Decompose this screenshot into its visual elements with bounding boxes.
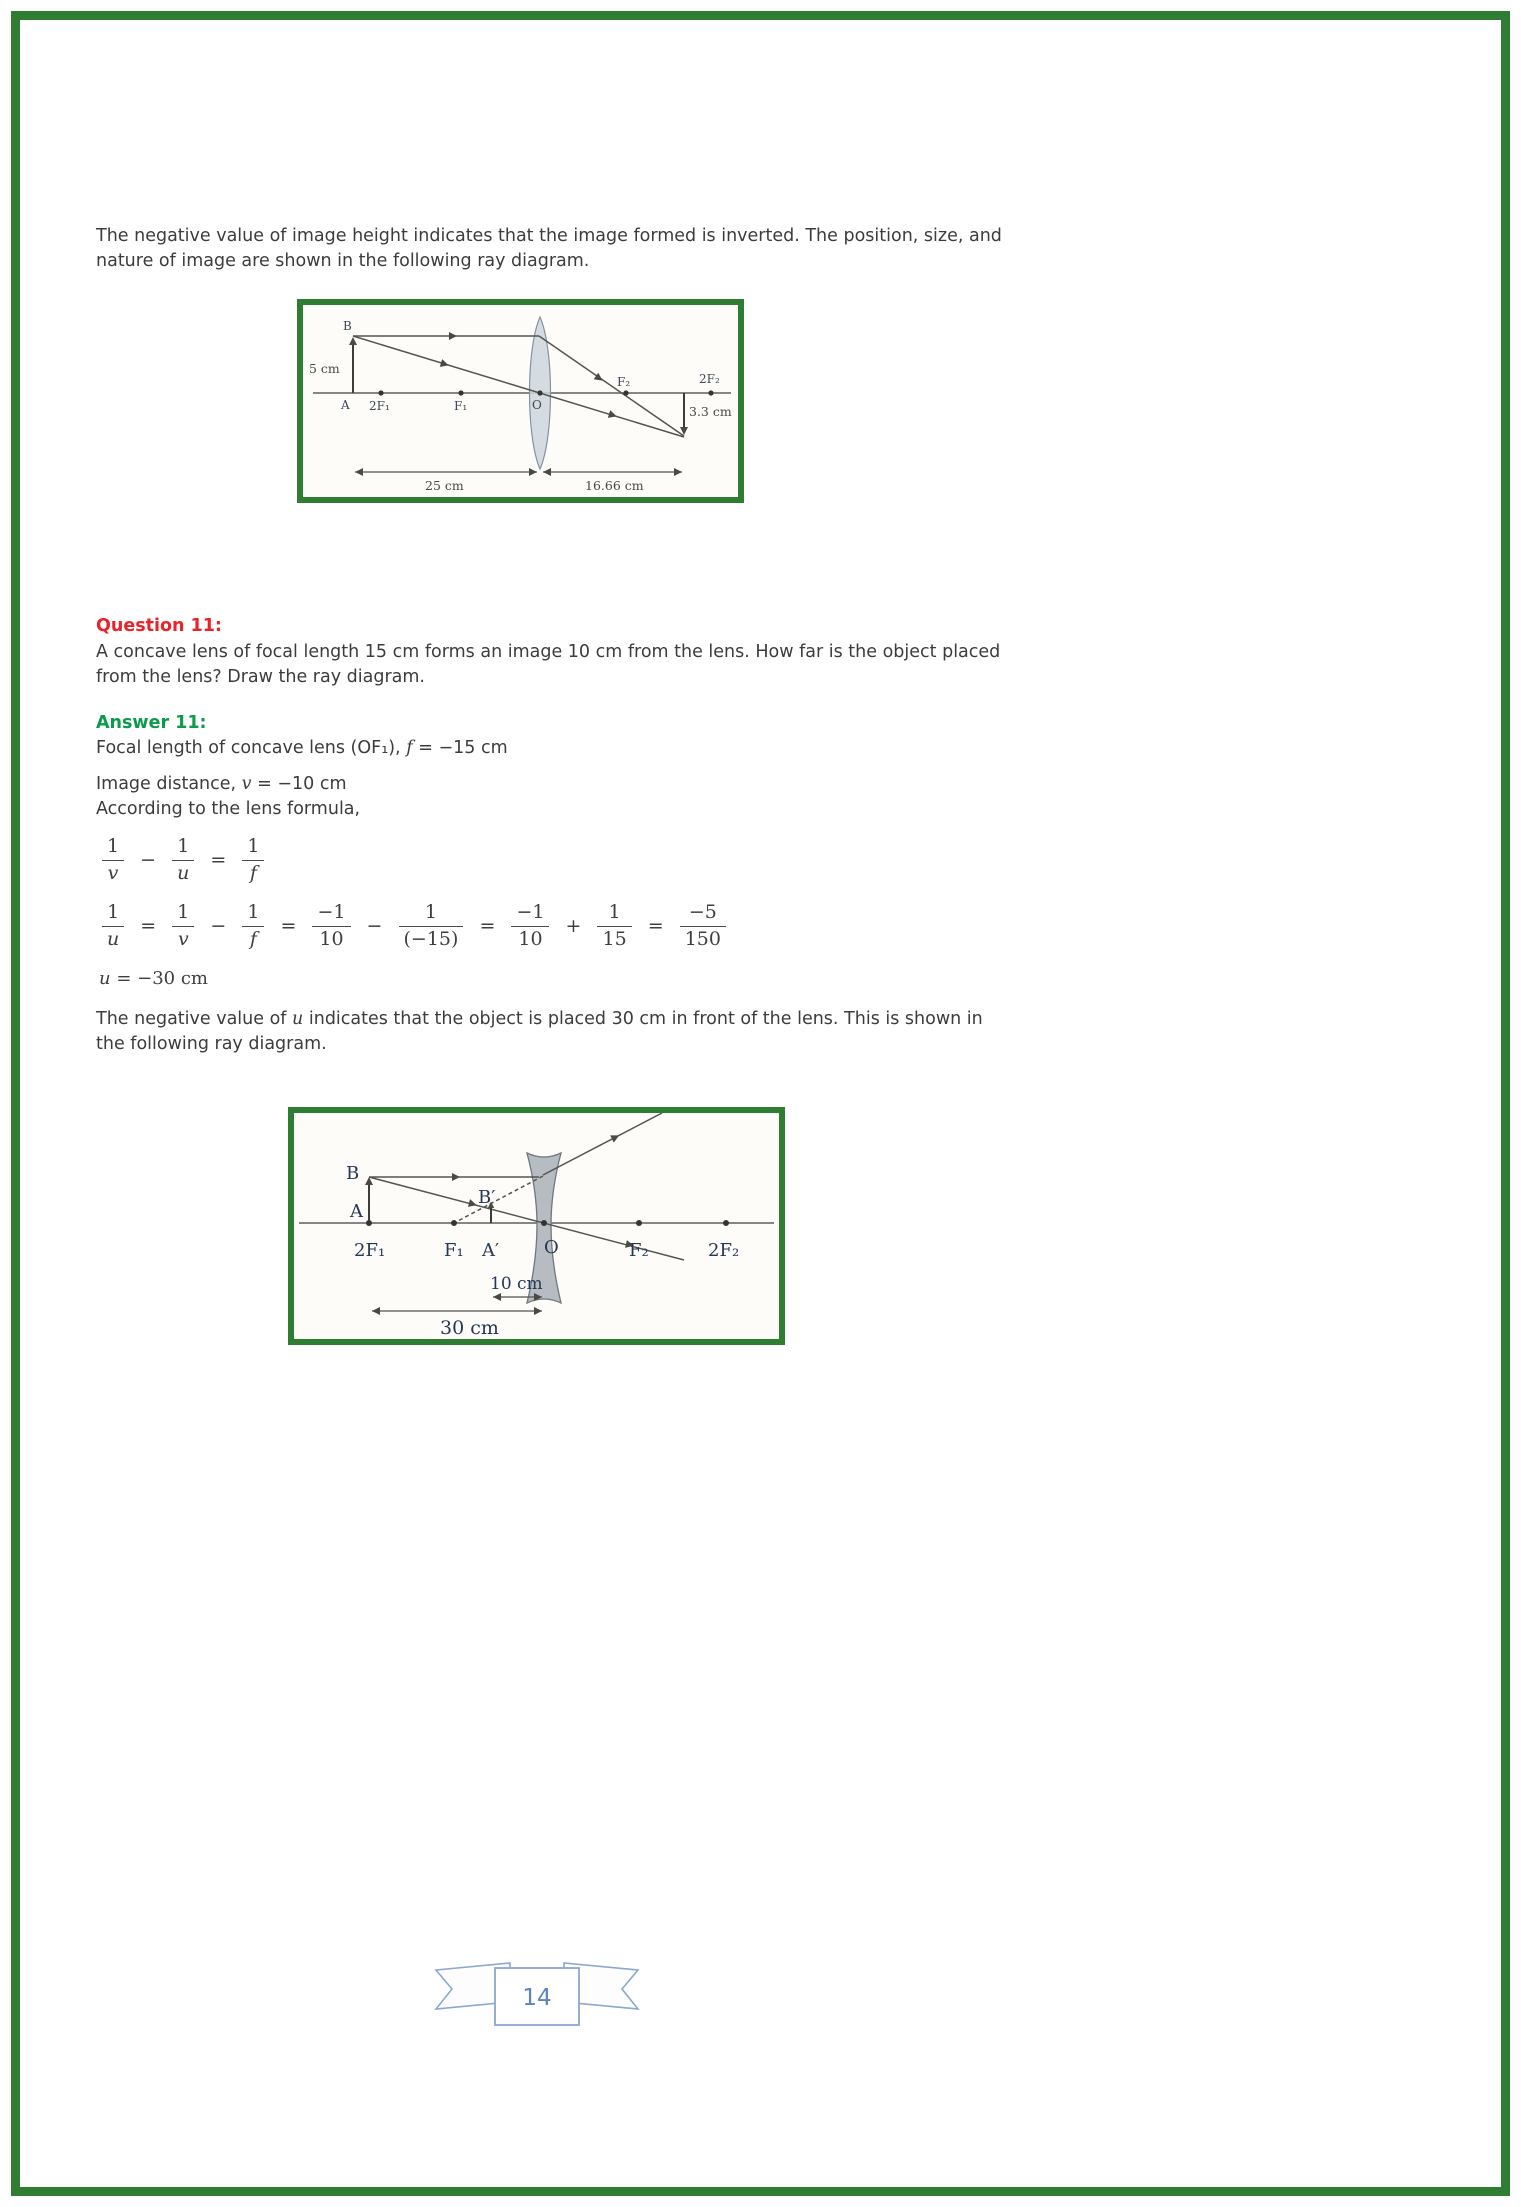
conclusion-prefix: The negative value of <box>96 1009 293 1029</box>
label-2F2: 2F₂ <box>708 1240 740 1261</box>
conclusion-variable: u <box>292 1009 304 1029</box>
point-f2 <box>636 1220 642 1226</box>
concave-lens-diagram-svg <box>294 1113 779 1339</box>
label-F2: F₂ <box>629 1240 649 1261</box>
result-value: = −30 cm <box>110 968 208 989</box>
label-object-height: 5 cm <box>309 361 340 376</box>
fraction: $\frac{-5}{150}$ <box>680 902 726 951</box>
equals-sign: = <box>647 915 664 938</box>
page-number: 14 <box>522 1985 552 2011</box>
convex-lens-diagram-svg <box>303 305 738 497</box>
image-distance-variable: v <box>241 774 252 794</box>
operator: + <box>565 915 582 938</box>
intro-text: The negative value of image height indicates that the image formed is inverted. The position, size, and nature of image are shown in the following ray diagram. <box>96 226 1002 271</box>
point-2f2 <box>723 1220 729 1226</box>
fraction: $\frac{1}{v}$ <box>172 902 194 951</box>
ray-parallel-then-diverging <box>369 1113 662 1223</box>
label-image-distance: 16.66 cm <box>585 478 644 493</box>
label-2F1: 2F₁ <box>369 399 390 413</box>
focal-length-line <box>96 736 1004 761</box>
lens-formula-equation <box>99 836 267 885</box>
label-B: B <box>346 1163 360 1184</box>
operator: − <box>366 915 383 938</box>
label-A: A <box>350 1201 363 1222</box>
fraction: $\frac{-1}{10}$ <box>511 902 549 951</box>
object-arrow <box>365 1177 373 1223</box>
label-2F1: 2F₁ <box>354 1240 386 1261</box>
equals-sign: = <box>479 915 496 938</box>
label-object-distance: 30 cm <box>440 1317 499 1339</box>
label-object-distance: 25 cm <box>425 478 464 493</box>
label-O: O <box>544 1237 559 1258</box>
fraction: $\frac{1}{15}$ <box>597 902 631 951</box>
label-B-prime: B′ <box>478 1187 496 1208</box>
concave-lens-ray-diagram <box>288 1107 785 1345</box>
label-F1: F₁ <box>444 1240 464 1261</box>
object-distance-dimension <box>355 468 537 476</box>
convex-lens-ray-diagram <box>297 299 744 503</box>
question-heading: Question 11: <box>96 616 222 636</box>
point-f2 <box>623 390 628 395</box>
page-number-ribbon <box>432 1958 642 2033</box>
image-distance-line <box>96 772 1004 797</box>
label-O: O <box>532 398 542 412</box>
point-f1 <box>458 390 463 395</box>
label-image-distance: 10 cm <box>490 1274 543 1294</box>
substitution-equation <box>99 902 729 951</box>
image-distance-value: = −10 cm <box>251 774 347 794</box>
ribbon-svg <box>432 1958 642 2030</box>
conclusion-paragraph <box>96 1007 1004 1057</box>
fraction: $\frac{1}{u}$ <box>172 836 194 885</box>
answer-heading: Answer 11: <box>96 713 207 733</box>
image-distance-dimension <box>543 468 682 476</box>
ray-parallel-then-refracted <box>353 332 684 436</box>
equals-sign: = <box>140 915 157 938</box>
page-border <box>11 11 1510 2196</box>
image-arrow <box>680 393 688 435</box>
fraction: $\frac{1}{(-15)}$ <box>399 902 464 951</box>
label-A-prime: A′ <box>482 1240 500 1261</box>
point-o <box>537 390 542 395</box>
operator: − <box>210 915 227 938</box>
question-text <box>96 640 1004 690</box>
point-o <box>541 1220 547 1226</box>
fraction: $\frac{1}{f}$ <box>242 902 264 951</box>
intro-paragraph <box>96 224 1004 274</box>
point-f1 <box>451 1220 457 1226</box>
fraction: $\frac{1}{u}$ <box>102 902 124 951</box>
equals-sign: = <box>280 915 297 938</box>
result-equation <box>99 968 208 989</box>
label-2F2: 2F₂ <box>699 372 720 386</box>
fraction: $\frac{1}{f}$ <box>242 836 264 885</box>
fraction: $\frac{1}{v}$ <box>102 836 124 885</box>
lens-formula-intro-text: According to the lens formula, <box>96 799 361 819</box>
conclusion-suffix: indicates that the object is placed 30 cm in front of the lens. This is shown in the following ray diagram. <box>96 1009 983 1054</box>
label-image-height: 3.3 cm <box>689 404 732 419</box>
image-distance-dimension <box>493 1293 542 1301</box>
result-variable: u <box>99 968 111 989</box>
label-F1: F₁ <box>454 399 468 413</box>
question-body: A concave lens of focal length 15 cm forms an image 10 cm from the lens. How far is the object placed from the lens? Draw the ray diagram. <box>96 642 1001 687</box>
point-2f1 <box>378 390 383 395</box>
point-2f1 <box>366 1220 372 1226</box>
image-distance-text: Image distance, <box>96 774 242 794</box>
fraction: $\frac{-1}{10}$ <box>312 902 350 951</box>
focal-length-value: = −15 cm <box>412 738 508 758</box>
point-2f2 <box>708 390 713 395</box>
equals-sign: = <box>210 849 227 872</box>
focal-length-variable: f <box>406 738 413 758</box>
focal-length-text: Focal length of concave lens (OF₁), <box>96 738 407 758</box>
operator: − <box>140 849 157 872</box>
object-arrow <box>349 337 357 393</box>
label-F2: F₂ <box>617 375 631 389</box>
object-distance-dimension <box>372 1307 542 1315</box>
lens-formula-intro <box>96 797 1004 822</box>
label-B: B <box>343 319 352 333</box>
ray-through-center <box>353 336 684 437</box>
label-A: A <box>341 398 350 412</box>
